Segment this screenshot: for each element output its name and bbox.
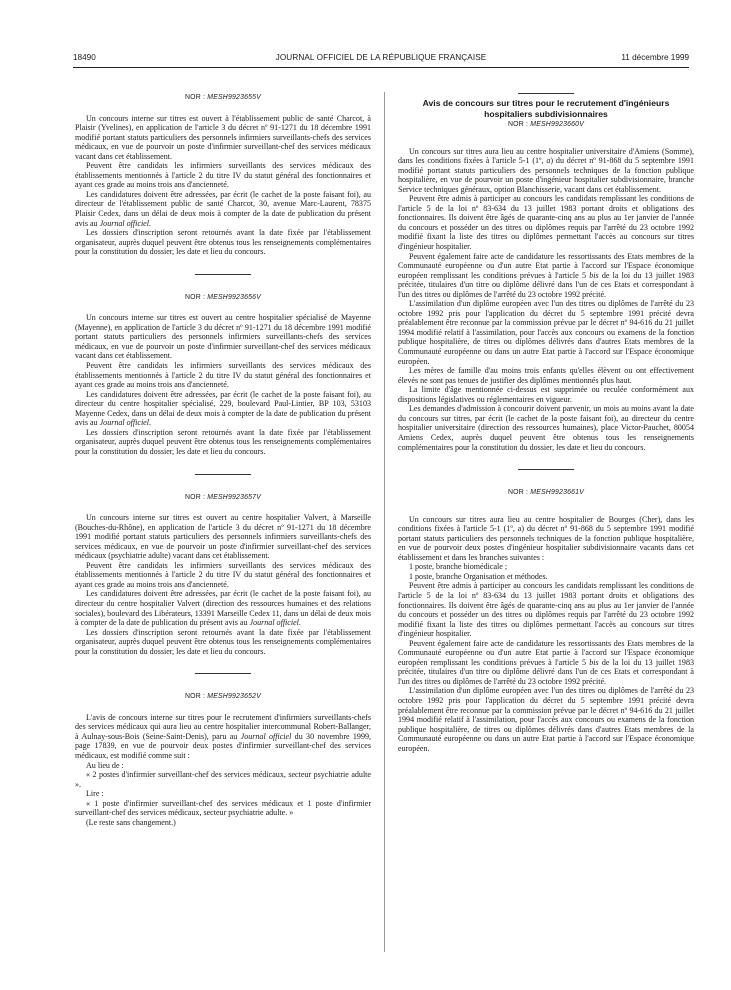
nor-reference: NOR : MESH9923655V bbox=[184, 94, 261, 101]
notice-paragraph: Les demandes d'admission à concourir doivent parvenir, un mois au moins avant la date du concours sur titres, par écrit (le cachet de la poste faisant foi), au directeur du centre hospitalier universitaire (direction des ressources humaines), place Victor-Pauchet, 80054 Amiens Cedex, auprès duquel peuvent être obtenus tous les renseignements complémentaires pour la constitution du dossier, les date et lieu du concours. bbox=[398, 404, 694, 452]
notice-paragraph: « 2 postes d'infirmier surveillant-chef des services médicaux, secteur psychiatrie adulte ». bbox=[75, 770, 371, 789]
nor-reference: NOR : MESH9923660V bbox=[507, 121, 584, 128]
notice-paragraph: Les candidatures doivent être adressées, par écrit (le cachet de la poste faisant foi), au directeur du centre hospitalier Valvert (direction des ressources humaines et des relations sociales), boulevard des Libérateurs, 13391 Marseille Cedex 11, dans un délai de deux mois à compter de la date de publication du présent avis au Journal officiel. bbox=[75, 589, 372, 628]
notice-mesh9923657v bbox=[75, 493, 371, 657]
notice-separator bbox=[518, 93, 574, 94]
nor-reference: NOR : MESH9923652V bbox=[184, 693, 261, 701]
notice-paragraph: L'avis de concours interne sur titres pour le recrutement d'infirmiers surveillants-chefs des services médicaux qui aura lieu au centre hospitalier intercommunal Robert-Ballanger, à Aulnay-sous-Bois (Seine-Saint-Denis), paru au Journal officiel du 30 novembre 1999, page 17839, en vue de pourvoir deux postes d'infirmier surveillant-chef des services médicaux, est modifié comme suit : bbox=[75, 712, 372, 760]
right-column bbox=[398, 93, 694, 770]
issue-date: 11 décembre 1999 bbox=[621, 53, 689, 62]
notice-paragraph: Au lieu de : bbox=[86, 760, 124, 770]
nor-reference: NOR : MESH9923657V bbox=[184, 493, 261, 501]
notice-paragraph: Un concours interne sur titres est ouvert au centre hospitalier spécialisé de Mayenne (Mayenne), en application de l'article 3 du décret nº 91-1271 du 18 décembre 1991 modifié portant statuts particuliers des personnels infirmiers surveillants-chefs des services médicaux, en vue de pourvoir un poste d'infirmier surveillant-chef des services médicaux vacant dans cet établissement. bbox=[75, 313, 371, 361]
section-title: Avis de concours sur titres pour le recrutement d'ingénieurs hospitaliers subdivisionnaires bbox=[422, 98, 670, 119]
notice-mesh9923661v bbox=[398, 488, 694, 753]
page-number: 18490 bbox=[73, 53, 96, 62]
notice-separator bbox=[518, 469, 574, 470]
notice-paragraph: Un concours sur titres aura lieu au centre hospitalier de Bourges (Cher), dans les conditions fixées à l'article 5-1 (1º, a) du décret nº 91-868 du 5 septembre 1991 modifié portant statuts particuliers des personnels techniques de la fonction publique hospitalière, en vue de pourvoir deux postes d'ingénieur hospitalier subdivisionnaire vacants dans cet établissement et dans les branches suivantes : bbox=[398, 514, 694, 562]
notice-paragraph: (Le reste sans changement.) bbox=[86, 817, 176, 827]
journal-title: JOURNAL OFFICIEL DE LA RÉPUBLIQUE FRANÇAISE bbox=[275, 53, 487, 62]
notice-paragraph: La limite d'âge mentionnée ci-dessus est supprimée ou reculée conformément aux dispositions législatives ou réglementaires en vigueur. bbox=[398, 385, 694, 404]
column-divider bbox=[384, 92, 385, 952]
notice-paragraph: Un concours interne sur titres est ouvert au centre hospitalier Valvert, à Marseille (Bouches-du-Rhône), en application de l'article 3 du décret nº 91-1271 du 18 décembre 1991 modifié portant statuts particuliers des personnels infirmiers surveillants-chefs des services médicaux, en vue de pourvoir un poste d'infirmier surveillant-chef des services médicaux (psychiatrie adulte) vacant dans cet établissement. bbox=[75, 513, 371, 561]
notice-paragraph: Les mères de famille d'au moins trois enfants qu'elles élèvent ou ont effectivement élevés ne sont pas tenues de justifier des diplômes mentionnés plus haut. bbox=[398, 366, 694, 385]
notice-paragraph: Les candidatures doivent être adressées, par écrit (le cachet de la poste faisant foi), au directeur de l'établissement public de santé Charcot, 30, avenue Marc-Laurent, 78375 Plaisir Cedex, dans un délai de deux mois à compter de la date de publication du présent avis au Journal officiel. bbox=[75, 189, 371, 228]
notice-paragraph: Peuvent être candidats les infirmiers surveillants des services médicaux des établissements mentionnés à l'article 2 du titre IV du statut général des fonctionnaires et ayant ces grade au moins trois ans d'ancienneté. bbox=[75, 161, 371, 190]
notice-paragraph: Les dossiers d'inscription seront retournés avant la date fixée par l'établissement organisateur, auprès duquel peuvent être obtenus tous les renseignements complémentaires pour la constitution du dossier, les date et lieu du concours. bbox=[75, 228, 371, 257]
notice-paragraph: 1 poste, branche Organisation et méthodes. bbox=[409, 571, 548, 581]
notice-paragraph: Peuvent également faire acte de candidature les ressortissants des Etats membres de la Communauté européenne ou d'un autre Etat partie à l'accord sur l'Espace économique européen remplissant les conditions prévues à l'article 5 bis de la loi du 13 juillet 1983 précitée, titulaires d'un titre ou diplôme délivré dans l'un de ces Etats et correspondant à l'un des titres ou diplômes de l'arrêté du 23 octobre 1992 précité. bbox=[398, 251, 694, 299]
header-rule bbox=[73, 67, 689, 68]
notice-paragraph: L'assimilation d'un diplôme européen avec l'un des titres ou diplômes de l'arrêté du 23 octobre 1992 pris pour l'application du décret du 5 septembre 1991 précité devra préalablement être reconnue par la commission prévue par le décret nº 94-616 du 21 juillet 1994 modifié relatif à l'assimilation, pour l'accès aux concours ou examens de la fonction publique hospitalière, de titres ou diplômes délivrés dans d'autres Etats membres de la Communauté européenne ou dans un autre Etat partie à l'accord sur l'Espace économique européen. bbox=[398, 686, 694, 753]
notice-paragraph: Lire : bbox=[86, 789, 104, 799]
notice-paragraph: Peuvent être admis à participer au concours les candidats remplissant les conditions de l'article 5 de la loi nº 83-634 du 13 juillet 1983 portant droits et obligations des fonctionnaires. Ils doivent être âgés de quarante-cinq ans au plus au 1er janvier de l'année du concours et posséder un des titres ou diplômes requis par l'arrêté du 23 octobre 1992 modifié fixant la liste des titres ou diplômes permettant l'accès au concours sur titres d'ingénieur hospitalier. bbox=[398, 194, 694, 252]
notice-paragraph: 1 poste, branche biomédicale ; bbox=[409, 562, 508, 572]
notice-paragraph: Les candidatures doivent être adressées, par écrit (le cachet de la poste faisant foi), au directeur du centre hospitalier spécialisé, 229, boulevard Paul-Lintier, BP 103, 53103 Mayenne Cedex, dans un délai de deux mois à compter de la date de publication du présent avis au Journal officiel. bbox=[75, 389, 371, 428]
notice-mesh9923656v bbox=[75, 293, 371, 457]
notice-paragraph: Un concours sur titres aura lieu au centre hospitalier universitaire d'Amiens (Somme), dans les conditions fixées à l'article 5-1 (1º, a) du décret nº 91-868 du 5 septembre 1991 modifié portant statuts particuliers des personnels techniques de la fonction publique hospitalière, en vue de pourvoir un poste d'ingénieur hospitalier subdivisionnaire, branche Service techniques généraux, option Blanchisserie, vacant dans cet établissement. bbox=[398, 146, 694, 194]
notice-paragraph: Peuvent être candidats les infirmiers surveillants des services médicaux des établissements mentionnés à l'article 2 du titre IV du statut général des fonctionnaires et ayant ces grade au moins trois ans d'ancienneté. bbox=[75, 361, 371, 390]
page-header bbox=[73, 53, 689, 65]
notice-paragraph: « 1 poste d'infirmier surveillant-chef des services médicaux et 1 poste d'infirmier surveillant-chef des services médicaux, secteur psychiatrie adulte. » bbox=[75, 798, 371, 818]
notice-paragraph: Les dossiers d'inscription seront retournés avant la date fixée par l'établissement organisateur, auprès duquel peuvent être obtenus tous les renseignements complémentaires pour la constitution du dossier, les date et lieu du concours. bbox=[75, 627, 371, 656]
notice-paragraph: Un concours interne sur titres est ouvert à l'établissement public de santé Charcot, à Plaisir (Yvelines), en application de l'article 3 du décret nº 91-1271 du 18 décembre 1991 modifié portant statuts particuliers des personnels infirmiers surveillants-chefs des services médicaux, en vue de pourvoir un poste d'infirmier surveillant-chef des services médicaux vacant dans cet établissement. bbox=[75, 113, 371, 161]
notice-separator bbox=[195, 673, 251, 674]
notice-paragraph: Les dossiers d'inscription seront retournés avant la date fixée par l'établissement organisateur, auprès duquel peuvent être obtenus tous les renseignements complémentaires pour la constitution du dossier, les date et lieu du concours. bbox=[75, 427, 371, 456]
notice-mesh9923660v bbox=[398, 120, 694, 452]
notice-mesh9923652v bbox=[75, 692, 371, 827]
notice-separator bbox=[195, 274, 251, 275]
left-column bbox=[75, 93, 371, 844]
notice-mesh9923655v bbox=[75, 93, 371, 257]
notice-paragraph: Peuvent également faire acte de candidature les ressortissants des Etats membres de la Communauté européenne ou d'un autre Etat partie à l'accord sur l'Espace économique européen remplissant les conditions prévues à l'article 5 bis de la loi du 13 juillet 1983 précitée, titulaires d'un titre ou diplôme délivré dans l'un de ces Etats et correspondant à l'un des titres ou diplômes de l'arrêté du 23 octobre 1992 précité. bbox=[398, 638, 694, 686]
notice-paragraph: L'assimilation d'un diplôme européen avec l'un des titres ou diplômes de l'arrêté du 23 octobre 1992 pris pour l'application du décret du 5 septembre 1991 précité devra préalablement être reconnue par la commission prévue par le décret nº 94-616 du 21 juillet 1994 modifié relatif à l'assimilation, pour l'accès aux concours ou examens de la fonction publique hospitalière, de titres ou diplômes délivrés dans d'autres Etats membres de la Communauté européenne ou dans un autre Etat partie à l'accord sur l'Espace économique européen. bbox=[398, 299, 694, 366]
notice-paragraph: Peuvent être candidats les infirmiers surveillants des services médicaux des établissements mentionnés à l'article 2 du titre IV du statut général des fonctionnaires et ayant ces grade au moins trois ans d'ancienneté. bbox=[75, 560, 371, 589]
notice-separator bbox=[195, 474, 251, 475]
notice-paragraph: Peuvent être admis à participer au concours les candidats remplissant les conditions de l'article 5 de la loi nº 83-634 du 13 juillet 1983 portant droits et obligations des fonctionnaires. Ils doivent être âgés de quarante-cinq ans au plus au 1er janvier de l'année du concours et posséder un des titres ou diplômes requis par l'arrêté du 23 octobre 1992 modifié fixant la liste des titres ou diplômes permettant l'accès au concours sur titres d'ingénieur hospitalier. bbox=[398, 581, 694, 639]
nor-reference: NOR : MESH9923656V bbox=[184, 293, 261, 301]
nor-reference: NOR : MESH9923661V bbox=[507, 489, 584, 497]
